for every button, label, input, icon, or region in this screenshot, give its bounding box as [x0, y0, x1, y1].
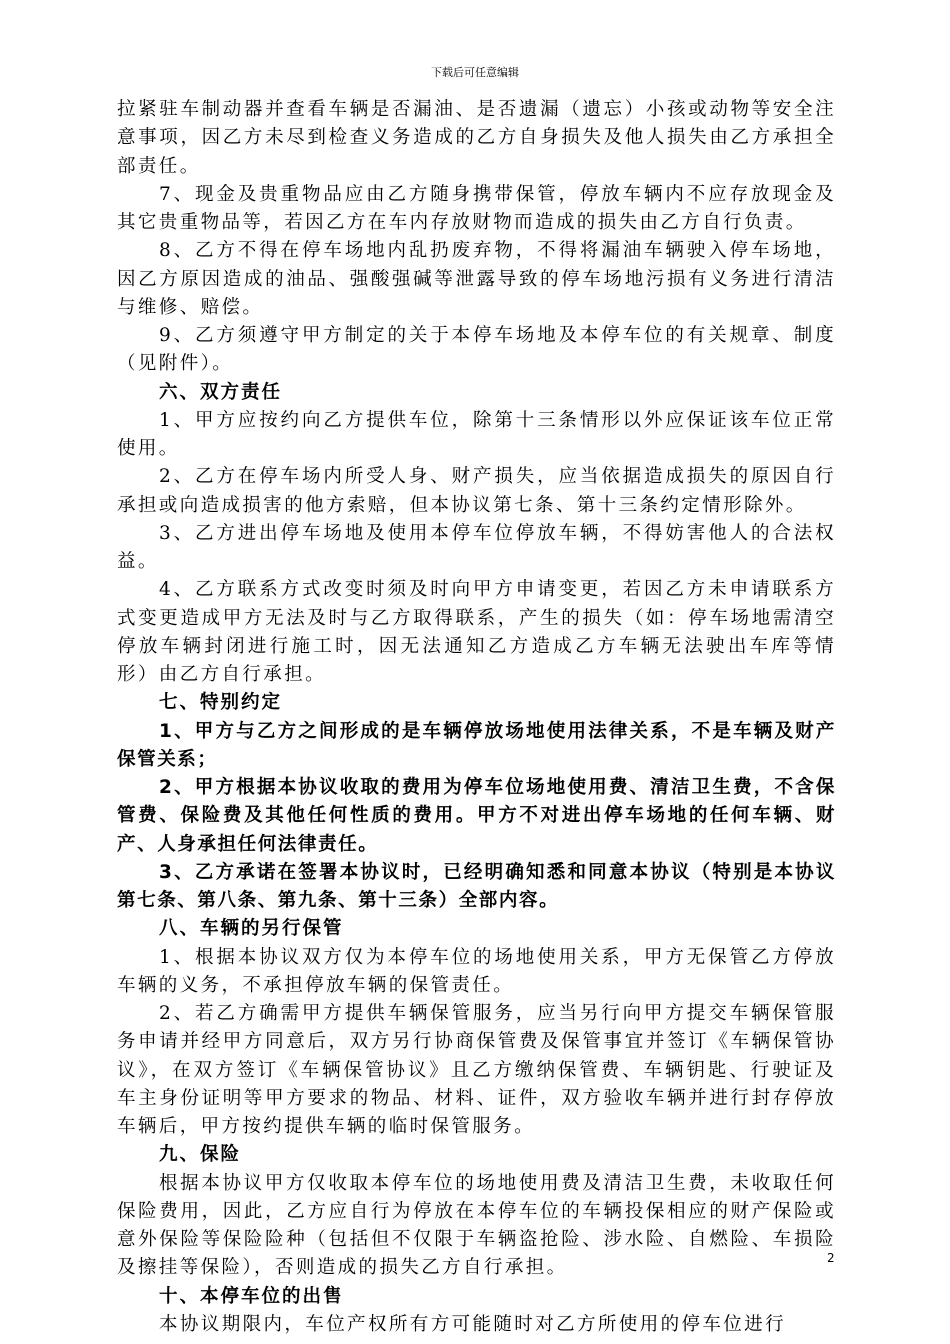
clause-5-7: 7、现金及贵重物品应由乙方随身携带保管，停放车辆内不应存放现金及其它贵重物品等，若因乙方在车内存放财物而造成的损失由乙方自行负责。 [117, 183, 836, 233]
clause-9-body: 根据本协议甲方仅收取本停车位的场地使用费及清洁卫生费，未收取任何保险费用，因此，乙方应自行为停放在本停车位的车辆投保相应的财产保险或意外保险等保险险种（包括但不仅限于车辆盗抢险、涉水险、自燃险、车损险及擦挂等保险），否则造成的损失乙方自行承担。 [117, 1172, 836, 1279]
section-heading-7: 七、特别约定 [159, 692, 283, 714]
section-heading-6: 六、双方责任 [159, 381, 283, 403]
section-heading-10: 十、本停车位的出售 [159, 1285, 344, 1307]
clause-6-2: 2、乙方在停车场内所受人身、财产损失，应当依据造成损失的原因自行承担或向造成损害的他方索赔，但本协议第七条、第十三条约定情形除外。 [117, 466, 836, 516]
clause-6-4: 4、乙方联系方式改变时须及时向甲方申请变更，若因乙方未申请联系方式变更造成甲方无法及时与乙方取得联系，产生的损失（如：停车场地需清空停放车辆封闭进行施工时，因无法通知乙方造成乙方车辆无法驶出车库等情形）由乙方自行承担。 [117, 579, 836, 685]
clause-5-8: 8、乙方不得在停车场地内乱扔废弃物，不得将漏油车辆驶入停车场地，因乙方原因造成的油品、强酸强碱等泄露导致的停车场地污损有义务进行清洁与维修、赔偿。 [117, 240, 836, 318]
clause-7-2: 2、甲方根据本协议收取的费用为停车位场地使用费、清洁卫生费，不含保管费、保险费及其他任何性质的费用。甲方不对进出停车场地的任何车辆、财产、人身承担任何法律责任。 [117, 777, 836, 855]
section-heading-8: 八、车辆的另行保管 [159, 918, 344, 940]
clause-7-1: 1、甲方与乙方之间形成的是车辆停放场地使用法律关系，不是车辆及财产保管关系； [117, 720, 836, 770]
clause-7-3: 3、乙方承诺在签署本协议时，已经明确知悉和同意本协议（特别是本协议第七条、第八条、第九条、第十三条）全部内容。 [117, 861, 836, 911]
clause-10-body: 本协议期限内，车位产权所有方可能随时对乙方所使用的停车位进行 [159, 1313, 787, 1335]
clause-8-2: 2、若乙方确需甲方提供车辆保管服务，应当另行向甲方提交车辆保管服务申请并经甲方同意后，双方另行协商保管费及保管事宜并签订《车辆保管协议》，在双方签订《车辆保管协议》且乙方缴纳保管费、车辆钥匙、行驶证及车主身份证明等甲方要求的物品、材料、证件，双方验收车辆并进行封存停放车辆后，甲方按约提供车辆的临时保管服务。 [117, 1003, 836, 1137]
clause-8-1: 1、根据本协议双方仅为本停车位的场地使用关系，甲方无保管乙方停放车辆的义务，不承担停放车辆的保管责任。 [117, 946, 836, 996]
section-heading-9: 九、保险 [159, 1144, 242, 1166]
page-number: 2 [827, 1251, 835, 1265]
clause-6-3: 3、乙方进出停车场地及使用本停车位停放车辆，不得妨害他人的合法权益。 [117, 522, 836, 572]
paragraph-continued: 拉紧驻车制动器并查看车辆是否漏油、是否遗漏（遗忘）小孩或动物等安全注意事项，因乙方未尽到检查义务造成的乙方自身损失及他人损失由乙方承担全部责任。 [117, 99, 836, 177]
page-header: 下载后可任意编辑 [431, 66, 519, 79]
document-body [117, 96, 836, 1339]
clause-6-1: 1、甲方应按约向乙方提供车位，除第十三条情形以外应保证该车位正常使用。 [117, 409, 836, 459]
clause-5-9: 9、乙方须遵守甲方制定的关于本停车场地及本停车位的有关规章、制度（见附件）。 [117, 325, 836, 375]
